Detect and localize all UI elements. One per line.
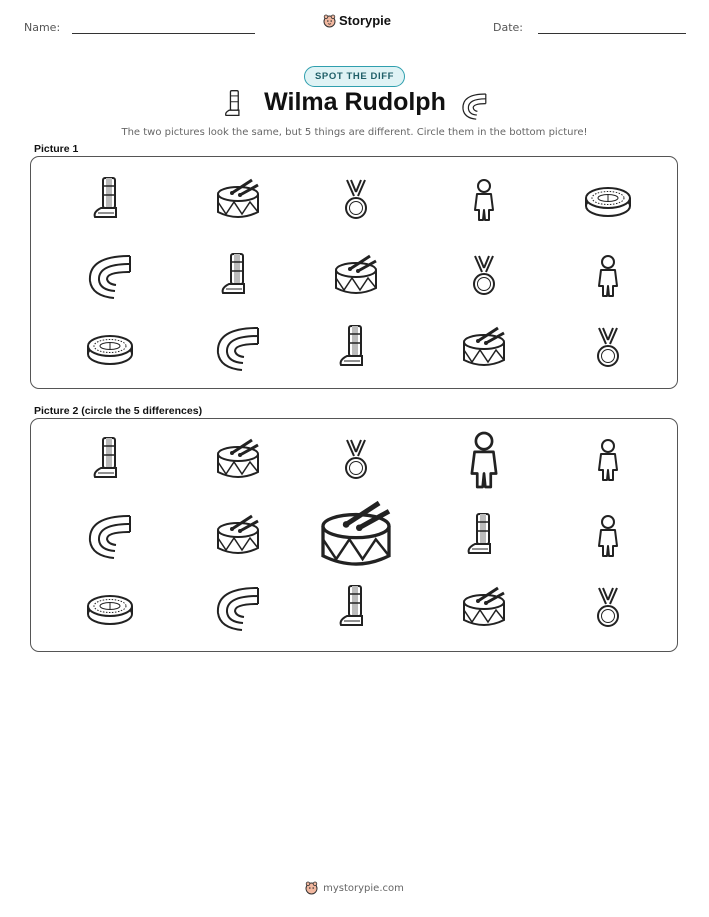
medal-icon (598, 328, 618, 366)
stadium-icon (586, 188, 630, 216)
name-field[interactable] (72, 33, 255, 34)
picture-1-label: Picture 1 (34, 143, 79, 155)
name-label: Name: (24, 21, 61, 34)
drum-icon (464, 328, 504, 365)
leg-brace-icon (341, 326, 362, 365)
footer (0, 881, 709, 895)
page-title: Wilma Rudolph (264, 88, 446, 116)
running-track-icon (460, 92, 490, 120)
picture-2-grid[interactable] (30, 418, 678, 652)
person-icon[interactable] (472, 433, 496, 487)
medal-icon (474, 256, 494, 294)
drum-icon (336, 256, 376, 293)
storypie-mascot-icon (323, 14, 336, 28)
person-icon[interactable] (599, 440, 617, 480)
drum-icon (218, 180, 258, 217)
running-track-icon (218, 328, 258, 370)
leg-brace-icon[interactable] (469, 514, 490, 553)
spot-the-diff-badge: SPOT THE DIFF (304, 66, 405, 87)
date-label: Date: (493, 21, 523, 34)
picture-2-label: Picture 2 (circle the 5 differences) (34, 405, 203, 417)
medal-icon (346, 180, 366, 218)
stadium-icon[interactable] (88, 596, 132, 624)
medal-icon[interactable] (598, 588, 618, 626)
drum-icon[interactable] (218, 440, 258, 477)
running-track-icon (90, 256, 130, 298)
drum-icon[interactable] (323, 503, 389, 564)
running-track-icon[interactable] (218, 588, 258, 630)
drum-icon[interactable] (218, 516, 258, 553)
leg-brace-icon (223, 254, 244, 293)
medal-icon[interactable] (346, 440, 366, 478)
person-icon (599, 256, 617, 296)
brand-name: Storypie (339, 13, 392, 28)
leg-brace-icon[interactable] (341, 586, 362, 625)
storypie-mascot-icon (305, 881, 318, 895)
picture-1-grid (30, 156, 678, 389)
person-icon (475, 180, 493, 220)
drum-icon[interactable] (464, 588, 504, 625)
stadium-icon (88, 336, 132, 364)
date-field[interactable] (538, 33, 686, 34)
instructions-text: The two pictures look the same, but 5 things are different. Circle them in the bottom picture! (121, 127, 588, 138)
leg-brace-icon[interactable] (95, 438, 116, 477)
brand-logo (323, 13, 391, 28)
leg-brace-icon (95, 178, 116, 217)
running-track-icon[interactable] (90, 516, 130, 558)
footer-url[interactable]: mystorypie.com (323, 882, 404, 894)
person-icon[interactable] (599, 516, 617, 556)
